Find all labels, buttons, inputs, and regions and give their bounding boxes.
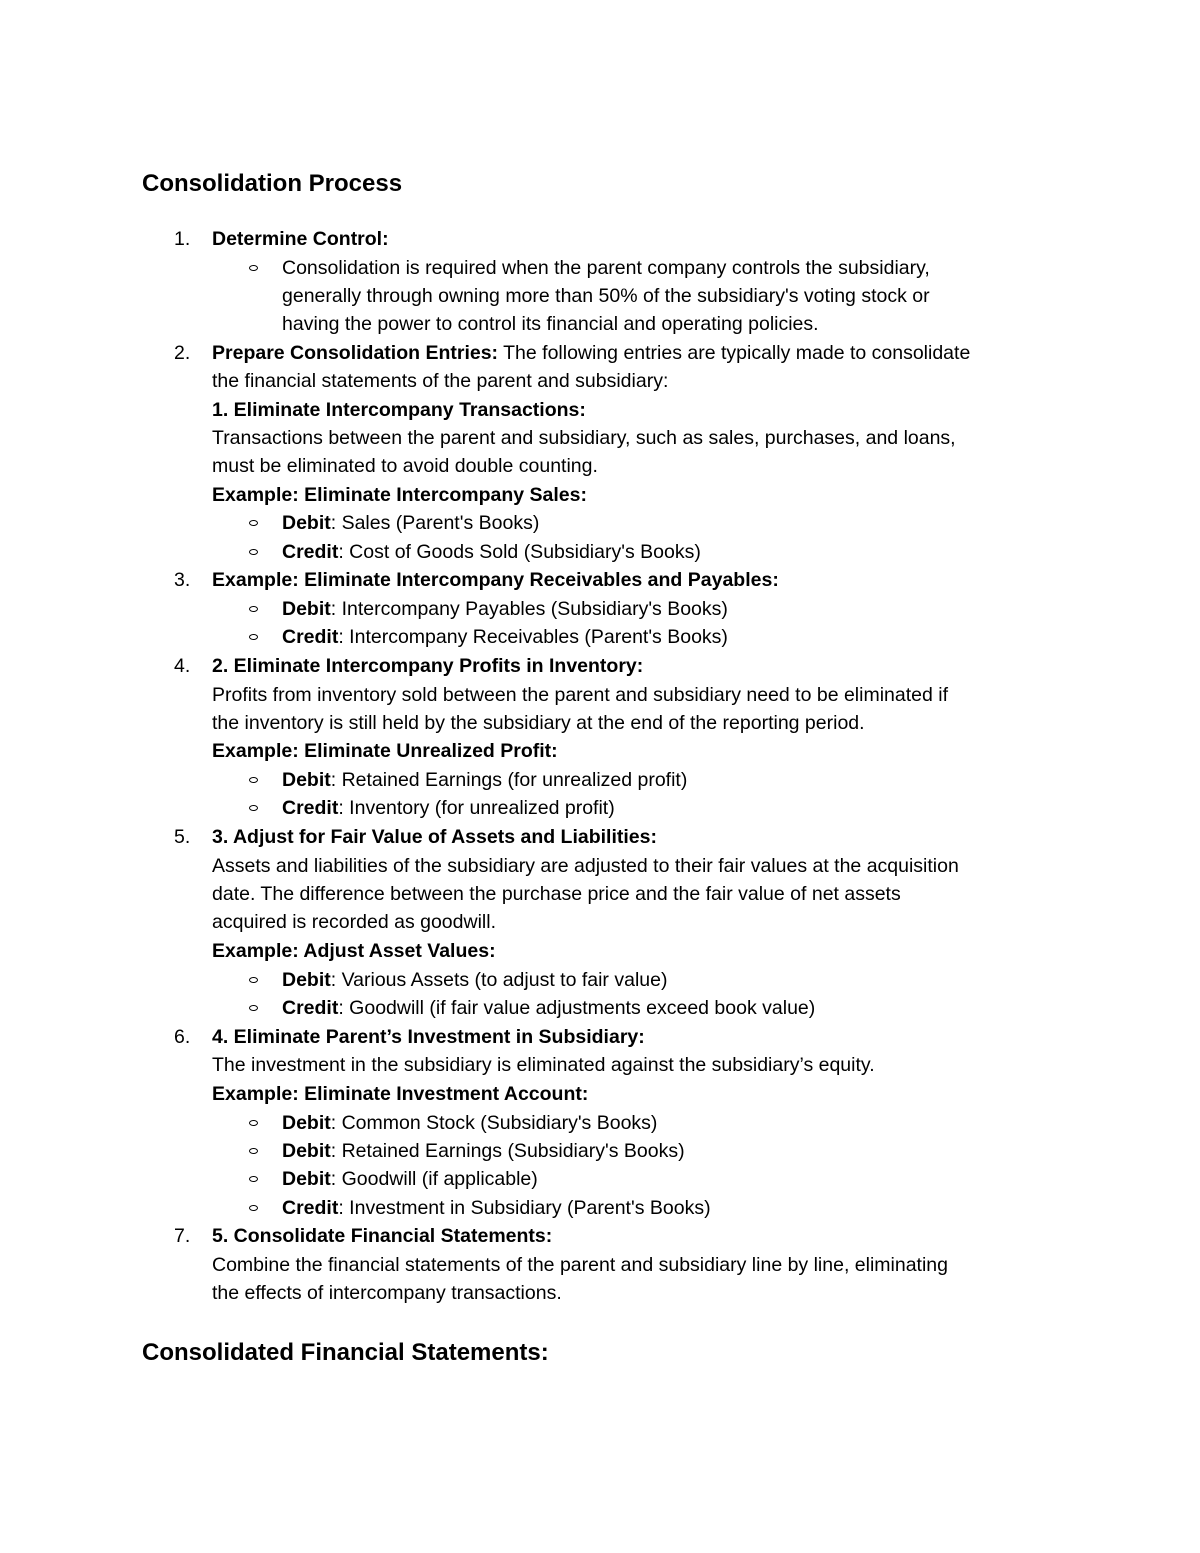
entry-text: : Various Assets (to adjust to fair value): [330, 969, 668, 991]
list-number: 6.: [174, 1026, 191, 1048]
paragraph-line: must be eliminated to avoid double counting.: [212, 455, 598, 477]
entry-text: : Retained Earnings (for unrealized profit): [330, 769, 688, 791]
item-heading: [212, 225, 389, 253]
example-heading: [212, 737, 558, 765]
entry-label: Debit: [282, 1168, 331, 1190]
entry-line: [282, 538, 701, 566]
sub-heading: [212, 396, 586, 424]
list-number: 2.: [174, 342, 191, 364]
entry-line: [282, 509, 539, 537]
section-title: Consolidated Financial Statements:: [142, 1339, 549, 1366]
paragraph-line: the effects of intercompany transactions.: [212, 1282, 562, 1304]
entry-label: Debit: [282, 512, 331, 534]
entry-line: [282, 994, 815, 1022]
paragraph-line: having the power to control its financial and operating policies.: [282, 313, 819, 335]
entry-line: [282, 766, 687, 794]
entry-label: Credit: [282, 1197, 339, 1219]
item-heading: [212, 1222, 552, 1250]
entry-text: : Intercompany Payables (Subsidiary's Books): [330, 598, 728, 620]
item-heading-text: Example: Eliminate Intercompany Receivables and Payables:: [212, 569, 779, 591]
entry-line: [282, 623, 728, 651]
hollow-bullet-icon: [249, 520, 258, 526]
entry-text: : Intercompany Receivables (Parent's Books): [338, 626, 728, 648]
entry-label: Credit: [282, 997, 339, 1019]
hollow-bullet-icon: [249, 1148, 258, 1154]
entry-text: : Goodwill (if applicable): [330, 1168, 538, 1190]
entry-line: [282, 966, 667, 994]
hollow-bullet-icon: [249, 549, 258, 555]
entry-line: [282, 1165, 538, 1193]
list-number: 1.: [174, 228, 191, 250]
example-heading: [212, 937, 496, 965]
hollow-bullet-icon: [249, 805, 258, 811]
example-heading: [212, 481, 587, 509]
entry-label: Debit: [282, 769, 331, 791]
paragraph-line: the inventory is still held by the subsidiary at the end of the reporting period.: [212, 712, 865, 734]
paragraph-line: generally through owning more than 50% of the subsidiary's voting stock or: [282, 285, 930, 307]
hollow-bullet-icon: [249, 777, 258, 783]
example-heading: [212, 1080, 588, 1108]
item-heading: [212, 1023, 645, 1051]
hollow-bullet-icon: [249, 1176, 258, 1182]
item-heading-text: Determine Control:: [212, 228, 389, 250]
entry-text: : Retained Earnings (Subsidiary's Books): [330, 1140, 685, 1162]
entry-line: [282, 595, 728, 623]
item-heading-text: 4. Eliminate Parent’s Investment in Subsidiary:: [212, 1026, 645, 1048]
entry-line: [282, 1194, 711, 1222]
hollow-bullet-icon: [249, 265, 258, 271]
example-heading-text: Example: Eliminate Intercompany Sales:: [212, 484, 587, 506]
item-intro-text: The following entries are typically made to consolidate: [498, 342, 971, 364]
list-number: 5.: [174, 826, 191, 848]
item-heading: [212, 566, 779, 594]
paragraph-line: date. The difference between the purchase price and the fair value of net assets: [212, 883, 901, 905]
item-heading-text: Prepare Consolidation Entries:: [212, 342, 499, 364]
example-heading-text: Example: Eliminate Investment Account:: [212, 1083, 589, 1105]
paragraph-line: Combine the financial statements of the parent and subsidiary line by line, eliminating: [212, 1254, 949, 1276]
entry-line: [282, 794, 615, 822]
hollow-bullet-icon: [249, 634, 258, 640]
entry-label: Debit: [282, 598, 331, 620]
hollow-bullet-icon: [249, 1120, 258, 1126]
paragraph-line: Transactions between the parent and subsidiary, such as sales, purchases, and loans,: [212, 427, 956, 449]
entry-line: [282, 1137, 685, 1165]
item-heading: [212, 823, 657, 851]
entry-label: Credit: [282, 626, 339, 648]
list-number: 4.: [174, 655, 191, 677]
hollow-bullet-icon: [249, 1005, 258, 1011]
entry-label: Debit: [282, 1140, 331, 1162]
sub-heading-text: 1. Eliminate Intercompany Transactions:: [212, 399, 586, 421]
entry-text: : Inventory (for unrealized profit): [338, 797, 615, 819]
hollow-bullet-icon: [249, 977, 258, 983]
paragraph-line: Consolidation is required when the parent company controls the subsidiary,: [282, 257, 930, 279]
entry-text: : Sales (Parent's Books): [330, 512, 540, 534]
item-heading: [212, 339, 970, 367]
entry-label: Debit: [282, 969, 331, 991]
item-heading: [212, 652, 643, 680]
paragraph-line: acquired is recorded as goodwill.: [212, 911, 496, 933]
paragraph-line: Profits from inventory sold between the parent and subsidiary need to be eliminated if: [212, 684, 949, 706]
paragraph-line: the financial statements of the parent and subsidiary:: [212, 370, 669, 392]
example-heading-text: Example: Adjust Asset Values:: [212, 940, 496, 962]
item-heading-text: 5. Consolidate Financial Statements:: [212, 1225, 553, 1247]
page-title: Consolidation Process: [142, 170, 403, 197]
hollow-bullet-icon: [249, 606, 258, 612]
entry-label: Credit: [282, 797, 339, 819]
entry-text: : Goodwill (if fair value adjustments exceed book value): [338, 997, 816, 1019]
list-number: 3.: [174, 569, 191, 591]
entry-line: [282, 1109, 657, 1137]
entry-text: : Investment in Subsidiary (Parent's Books): [338, 1197, 711, 1219]
entry-label: Debit: [282, 1112, 331, 1134]
paragraph-line: The investment in the subsidiary is eliminated against the subsidiary’s equity.: [212, 1054, 875, 1076]
item-heading-text: 3. Adjust for Fair Value of Assets and Liabilities:: [212, 826, 657, 848]
entry-text: : Cost of Goods Sold (Subsidiary's Books): [338, 541, 701, 563]
entry-text: : Common Stock (Subsidiary's Books): [330, 1112, 658, 1134]
item-heading-text: 2. Eliminate Intercompany Profits in Inventory:: [212, 655, 644, 677]
example-heading-text: Example: Eliminate Unrealized Profit:: [212, 740, 558, 762]
hollow-bullet-icon: [249, 1205, 258, 1211]
entry-label: Credit: [282, 541, 339, 563]
paragraph-line: Assets and liabilities of the subsidiary are adjusted to their fair values at the acquisition: [212, 855, 959, 877]
list-number: 7.: [174, 1225, 191, 1247]
